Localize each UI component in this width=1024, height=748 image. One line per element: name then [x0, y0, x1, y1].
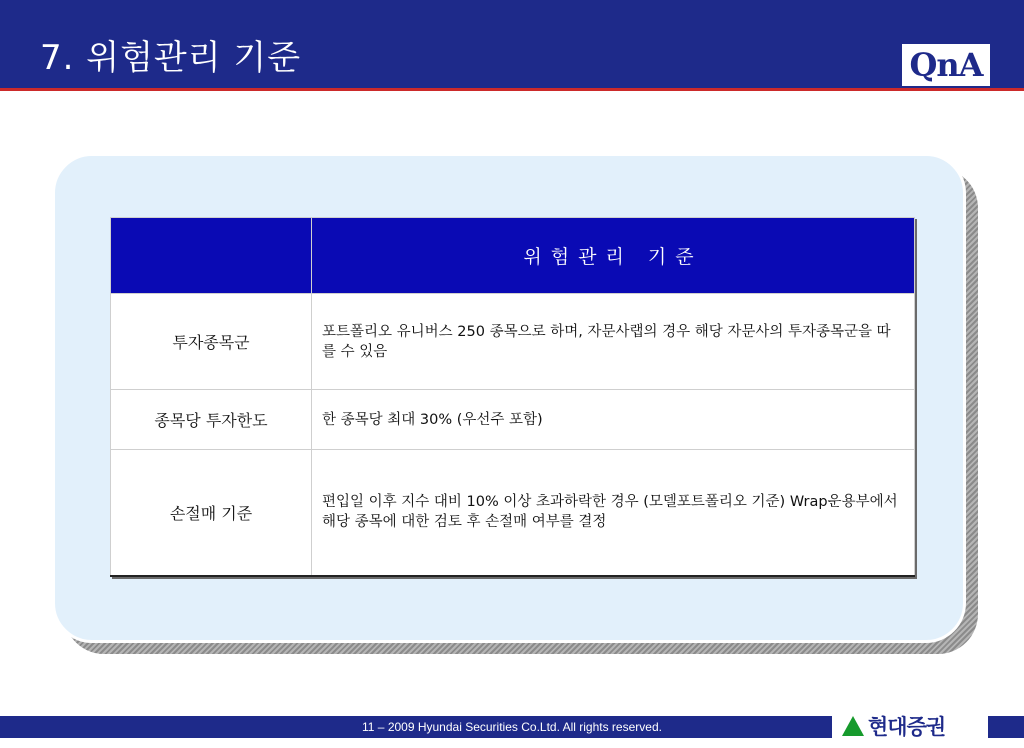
brand-name: 현대증권 [868, 715, 946, 739]
row-description: 편입일 이후 지수 대비 10% 이상 초과하락한 경우 (모델포트폴리오 기준) Wrap운용부에서 해당 종목에 대한 검토 후 손절매 여부를 결정 [312, 450, 915, 576]
table-header-title: 위험관리 기준 [312, 218, 915, 294]
table-row [111, 294, 915, 390]
row-description: 포트폴리오 유니버스 250 종목으로 하며, 자문사랩의 경우 해당 자문사의 투자종목군을 따를 수 있음 [312, 294, 915, 390]
risk-table [110, 217, 915, 577]
page-title: 7. 위험관리 기준 [40, 38, 302, 78]
table-row [111, 450, 915, 576]
row-description: 한 종목당 최대 30% (우선주 포함) [312, 390, 915, 450]
row-label: 투자종목군 [111, 294, 312, 390]
title-underline [0, 88, 1024, 91]
row-label: 손절매 기준 [111, 450, 312, 576]
brand-logo [842, 712, 945, 740]
footer-copyright: 11 – 2009 Hyundai Securities Co.Ltd. All rights reserved. [362, 720, 662, 734]
table-row [111, 390, 915, 450]
triangle-logo-icon [842, 716, 864, 736]
row-label: 종목당 투자한도 [111, 390, 312, 450]
table-header-empty-cell [111, 218, 312, 294]
table-header-row [111, 218, 915, 294]
qna-logo: QnA [902, 44, 990, 86]
